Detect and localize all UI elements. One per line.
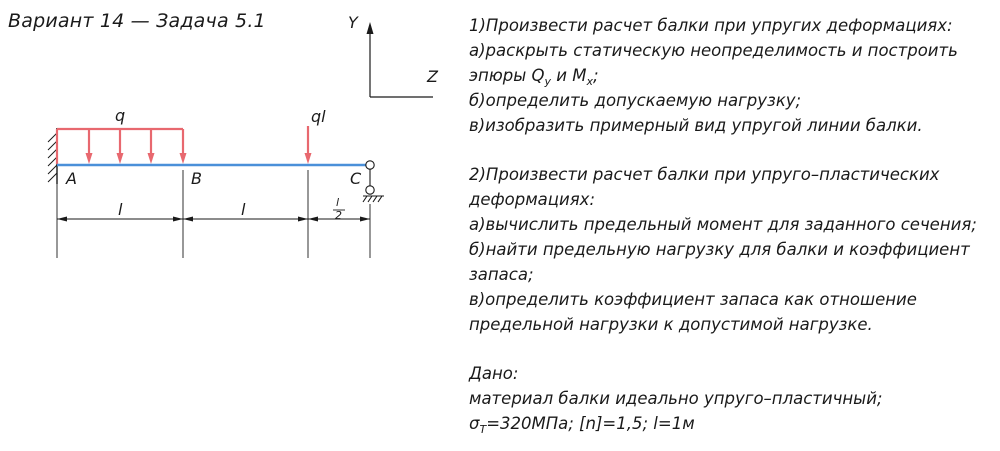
y-axis-label: Y [348,13,358,32]
part1-item-a-line2: эпюры $Q_y$ и $M_x$; [469,65,599,88]
y-axis-arrow-icon [367,22,374,34]
given-material: материал балки идеально упруго–пластичный; [469,389,883,409]
distributed-load-q [57,129,187,164]
z-axis-label: Z [427,67,438,86]
part2-item-b-line1: б)найти предельную нагрузку для балки и коэффициент [469,240,970,260]
given-title: Дано: [469,364,519,384]
part1-title: 1)Произвести расчет балки при упругих деформациях: [469,16,953,35]
point-c-label: C [350,169,362,188]
given-params: $\sigma_T=320МПа$; [n]=1,5; l=1м [469,414,695,437]
point-load-ql [305,126,312,164]
dimension-lines [57,170,370,258]
part2-title-line2: деформациях: [469,190,595,210]
part1-item-c: в)изобразить примерный вид упругой линии балки. [469,115,923,135]
span-2-label: l [241,200,246,219]
variant-title: Вариант 14 — Задача 5.1 [8,10,266,32]
point-a-label: A [66,169,77,188]
part1-item-b: б)определить допускаемую нагрузку; [469,90,802,110]
span-3-numerator: l [336,196,340,209]
part2-item-c-line1: в)определить коэффициент запаса как отношение [469,289,917,309]
task-text [469,14,994,437]
part2-item-b-line2: запаса; [469,264,534,284]
part2-item-a: а)вычислить предельный момент для заданного сечения; [469,215,977,235]
load-q-label: q [115,106,126,125]
roller-support-icon [363,161,384,202]
axes [367,22,434,97]
span-1-label: l [118,200,123,219]
span-3-denominator: 2 [335,209,342,222]
beam-diagram [0,0,460,300]
part1-item-a-line1: а)раскрыть статическую неопределимость и построить [469,40,958,60]
fixed-support-icon [48,128,57,184]
point-b-label: B [191,169,202,188]
part2-item-c-line2: предельной нагрузки к допустимой нагрузке. [469,314,873,334]
load-ql-label: ql [311,107,326,126]
part2-title-line1: 2)Произвести расчет балки при упруго–пластических [469,165,940,185]
